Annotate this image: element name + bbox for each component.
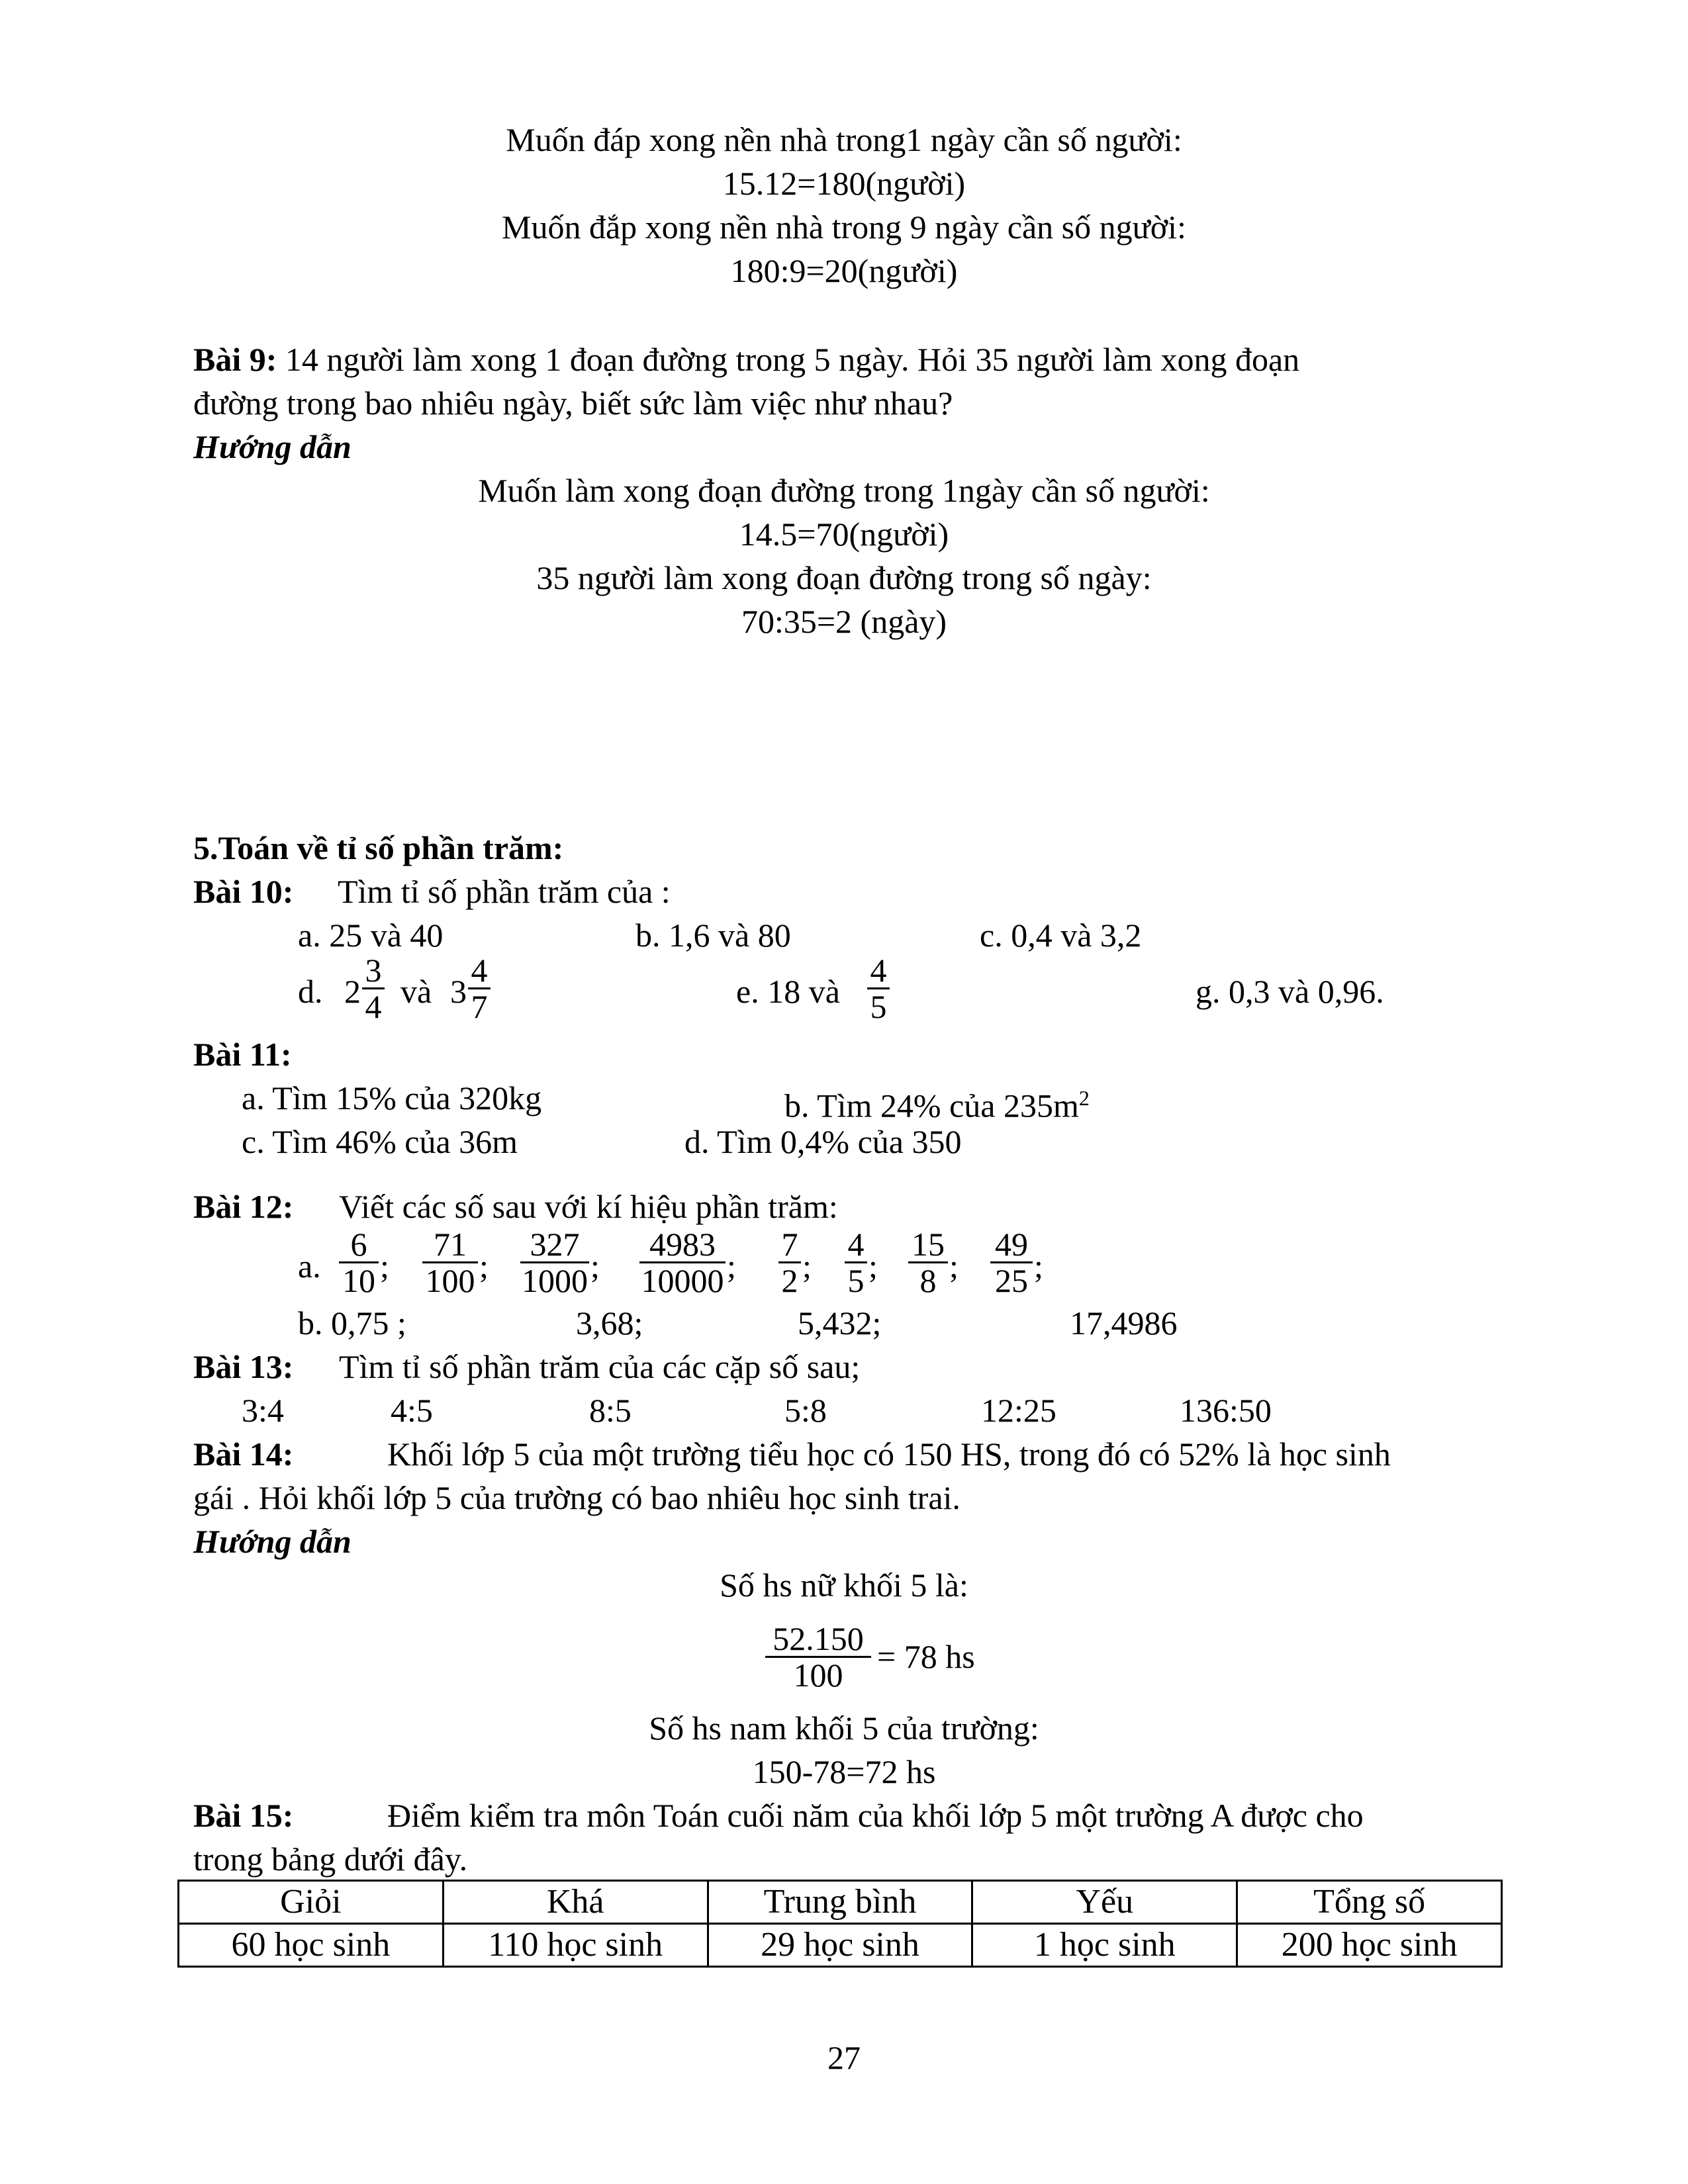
bai12-fraction xyxy=(639,1227,726,1298)
bai13-text: Tìm tỉ số phần trăm của các cặp số sau; xyxy=(339,1348,861,1385)
table-cell: 60 học sinh xyxy=(179,1924,444,1967)
denominator: 100 xyxy=(793,1657,843,1694)
bai10-e-prefix: e. 18 và xyxy=(736,973,840,1010)
numerator: 7 xyxy=(778,1227,801,1263)
bai10-d-whole-2: 3 xyxy=(450,973,467,1010)
bai12-fraction xyxy=(908,1227,948,1298)
table-header-cell: Yếu xyxy=(972,1881,1237,1924)
bai12-fraction xyxy=(339,1227,379,1298)
denominator: 8 xyxy=(919,1262,937,1299)
fraction-separator: ; xyxy=(479,1248,489,1285)
denominator: 10 xyxy=(342,1262,375,1299)
bai13-pair: 12:25 xyxy=(981,1392,1056,1429)
bai12-fraction xyxy=(990,1227,1033,1298)
numerator: 52.150 xyxy=(765,1621,871,1658)
table-cell: 1 học sinh xyxy=(972,1924,1237,1967)
bai11-d: d. Tìm 0,4% của 350 xyxy=(684,1123,962,1160)
bai9-label: Bài 9: xyxy=(193,341,277,378)
table-header-cell: Trung bình xyxy=(708,1881,972,1924)
bai12-label: Bài 12: xyxy=(193,1188,294,1225)
numerator: 4 xyxy=(468,953,491,989)
bai9-guide-heading: Hướng dẫn xyxy=(193,428,352,465)
bai12-b-2: 3,68; xyxy=(576,1304,643,1342)
bai15-text: Điểm kiểm tra môn Toán cuối năm của khối lớp 5 một trường A được cho xyxy=(387,1797,1364,1834)
numerator: 3 xyxy=(362,953,385,989)
bai12-fraction xyxy=(778,1227,801,1298)
bai13-pair: 136:50 xyxy=(1180,1392,1272,1429)
bai10-e-fraction xyxy=(867,953,890,1024)
denominator: 5 xyxy=(847,1262,865,1299)
denominator: 7 xyxy=(471,988,488,1025)
fraction-separator: ; xyxy=(380,1248,389,1285)
bai12-a-prefix: a. xyxy=(298,1248,321,1285)
bai10-text: Tìm tỉ số phần trăm của : xyxy=(338,873,671,910)
bai14-guide-heading: Hướng dẫn xyxy=(193,1523,352,1560)
denominator: 1000 xyxy=(522,1262,588,1299)
bai12-b-3: 5,432; xyxy=(798,1304,882,1342)
denominator: 10000 xyxy=(641,1262,724,1299)
bai9-solution-line: 35 người làm xong đoạn đường trong số ngày: xyxy=(536,559,1152,596)
solution-line: 15.12=180(người) xyxy=(722,165,966,202)
solution-line: Muốn đáp xong nền nhà trong1 ngày cần số người: xyxy=(506,121,1182,158)
table-cell: 29 học sinh xyxy=(708,1924,972,1967)
table-header-cell: Khá xyxy=(443,1881,708,1924)
denominator: 5 xyxy=(870,988,887,1025)
solution-line: 180:9=20(người) xyxy=(730,252,958,289)
bai11-a: a. Tìm 15% của 320kg xyxy=(242,1079,542,1116)
bai14-fraction xyxy=(765,1621,871,1692)
fraction-separator: ; xyxy=(590,1248,600,1285)
denominator: 2 xyxy=(781,1262,798,1299)
table-header-cell: Tổng số xyxy=(1237,1881,1502,1924)
numerator: 6 xyxy=(339,1227,379,1263)
fraction-separator: ; xyxy=(1034,1248,1043,1285)
table-row xyxy=(179,1924,1502,1967)
bai11-c: c. Tìm 46% của 36m xyxy=(242,1123,518,1160)
bai10-d-fraction-2 xyxy=(468,953,491,1024)
bai15-text-2: trong bảng dưới đây. xyxy=(193,1841,468,1878)
bai13-pair: 4:5 xyxy=(391,1392,433,1429)
bai10-d-prefix: d. xyxy=(298,973,323,1010)
bai14-solution-line: Số hs nam khối 5 của trường: xyxy=(649,1709,1039,1747)
bai9-solution-line: Muốn làm xong đoạn đường trong 1ngày cần số người: xyxy=(478,472,1210,509)
table-cell: 110 học sinh xyxy=(443,1924,708,1967)
bai9-solution-line: 14.5=70(người) xyxy=(739,516,949,553)
denominator: 25 xyxy=(995,1262,1028,1299)
section-title: 5.Toán về tỉ số phần trăm: xyxy=(193,829,564,866)
bai13-pair: 5:8 xyxy=(784,1392,827,1429)
bai12-fraction xyxy=(422,1227,478,1298)
numerator: 71 xyxy=(422,1227,478,1263)
score-table xyxy=(177,1880,1503,1968)
numerator: 15 xyxy=(908,1227,948,1263)
bai10-d-whole-1: 2 xyxy=(344,973,361,1010)
bai14-solution-line: 150-78=72 hs xyxy=(752,1753,936,1790)
bai10-d-fraction-1 xyxy=(362,953,385,1024)
bai10-a: a. 25 và 40 xyxy=(298,917,444,954)
bai9-text: 14 người làm xong 1 đoạn đường trong 5 ngày. Hỏi 35 người làm xong đoạn xyxy=(277,341,1300,378)
bai11-label: Bài 11: xyxy=(193,1036,292,1073)
fraction-separator: ; xyxy=(802,1248,812,1285)
numerator: 4 xyxy=(845,1227,867,1263)
bai11-b-sup: 2 xyxy=(1078,1086,1090,1110)
page-number: 27 xyxy=(827,2039,861,2076)
table-header-row xyxy=(179,1881,1502,1924)
bai10-label: Bài 10: xyxy=(193,873,294,910)
bai12-fraction xyxy=(520,1227,589,1298)
fraction-separator: ; xyxy=(868,1248,878,1285)
bai12-text: Viết các số sau với kí hiệu phần trăm: xyxy=(339,1188,838,1225)
bai11-b-text: b. Tìm 24% của 235m xyxy=(784,1087,1079,1124)
table-cell: 200 học sinh xyxy=(1237,1924,1502,1967)
bai12-b-1: b. 0,75 ; xyxy=(298,1304,406,1342)
bai15-label: Bài 15: xyxy=(193,1797,294,1834)
bai10-g: g. 0,3 và 0,96. xyxy=(1196,973,1384,1010)
fraction-separator: ; xyxy=(949,1248,959,1285)
numerator: 4983 xyxy=(639,1227,726,1263)
bai14-label: Bài 14: xyxy=(193,1435,294,1473)
bai10-b: b. 1,6 và 80 xyxy=(635,917,791,954)
bai10-d-and: và xyxy=(400,973,432,1010)
bai9-solution-line: 70:35=2 (ngày) xyxy=(741,603,947,640)
table-header-cell: Giỏi xyxy=(179,1881,444,1924)
numerator: 4 xyxy=(867,953,890,989)
bai9-statement xyxy=(193,338,1299,381)
bai14-solution-line: Số hs nữ khối 5 là: xyxy=(720,1567,968,1604)
solution-line: Muốn đắp xong nền nhà trong 9 ngày cần số người: xyxy=(502,208,1186,246)
bai13-pair: 3:4 xyxy=(242,1392,284,1429)
bai14-fraction-result: = 78 hs xyxy=(877,1638,975,1675)
bai9-text-2: đường trong bao nhiêu ngày, biết sức làm việc như nhau? xyxy=(193,385,953,422)
bai14-text-2: gái . Hỏi khối lớp 5 của trường có bao nhiêu học sinh trai. xyxy=(193,1479,961,1516)
fraction-separator: ; xyxy=(727,1248,736,1285)
bai10-c: c. 0,4 và 3,2 xyxy=(980,917,1142,954)
bai14-text: Khối lớp 5 của một trường tiểu học có 150 HS, trong đó có 52% là học sinh xyxy=(387,1435,1391,1473)
bai13-label: Bài 13: xyxy=(193,1348,294,1385)
denominator: 4 xyxy=(365,988,382,1025)
bai12-fraction xyxy=(845,1227,867,1298)
denominator: 100 xyxy=(425,1262,475,1299)
bai13-pair: 8:5 xyxy=(589,1392,632,1429)
bai12-b-4: 17,4986 xyxy=(1070,1304,1178,1342)
numerator: 327 xyxy=(520,1227,589,1263)
numerator: 49 xyxy=(990,1227,1033,1263)
